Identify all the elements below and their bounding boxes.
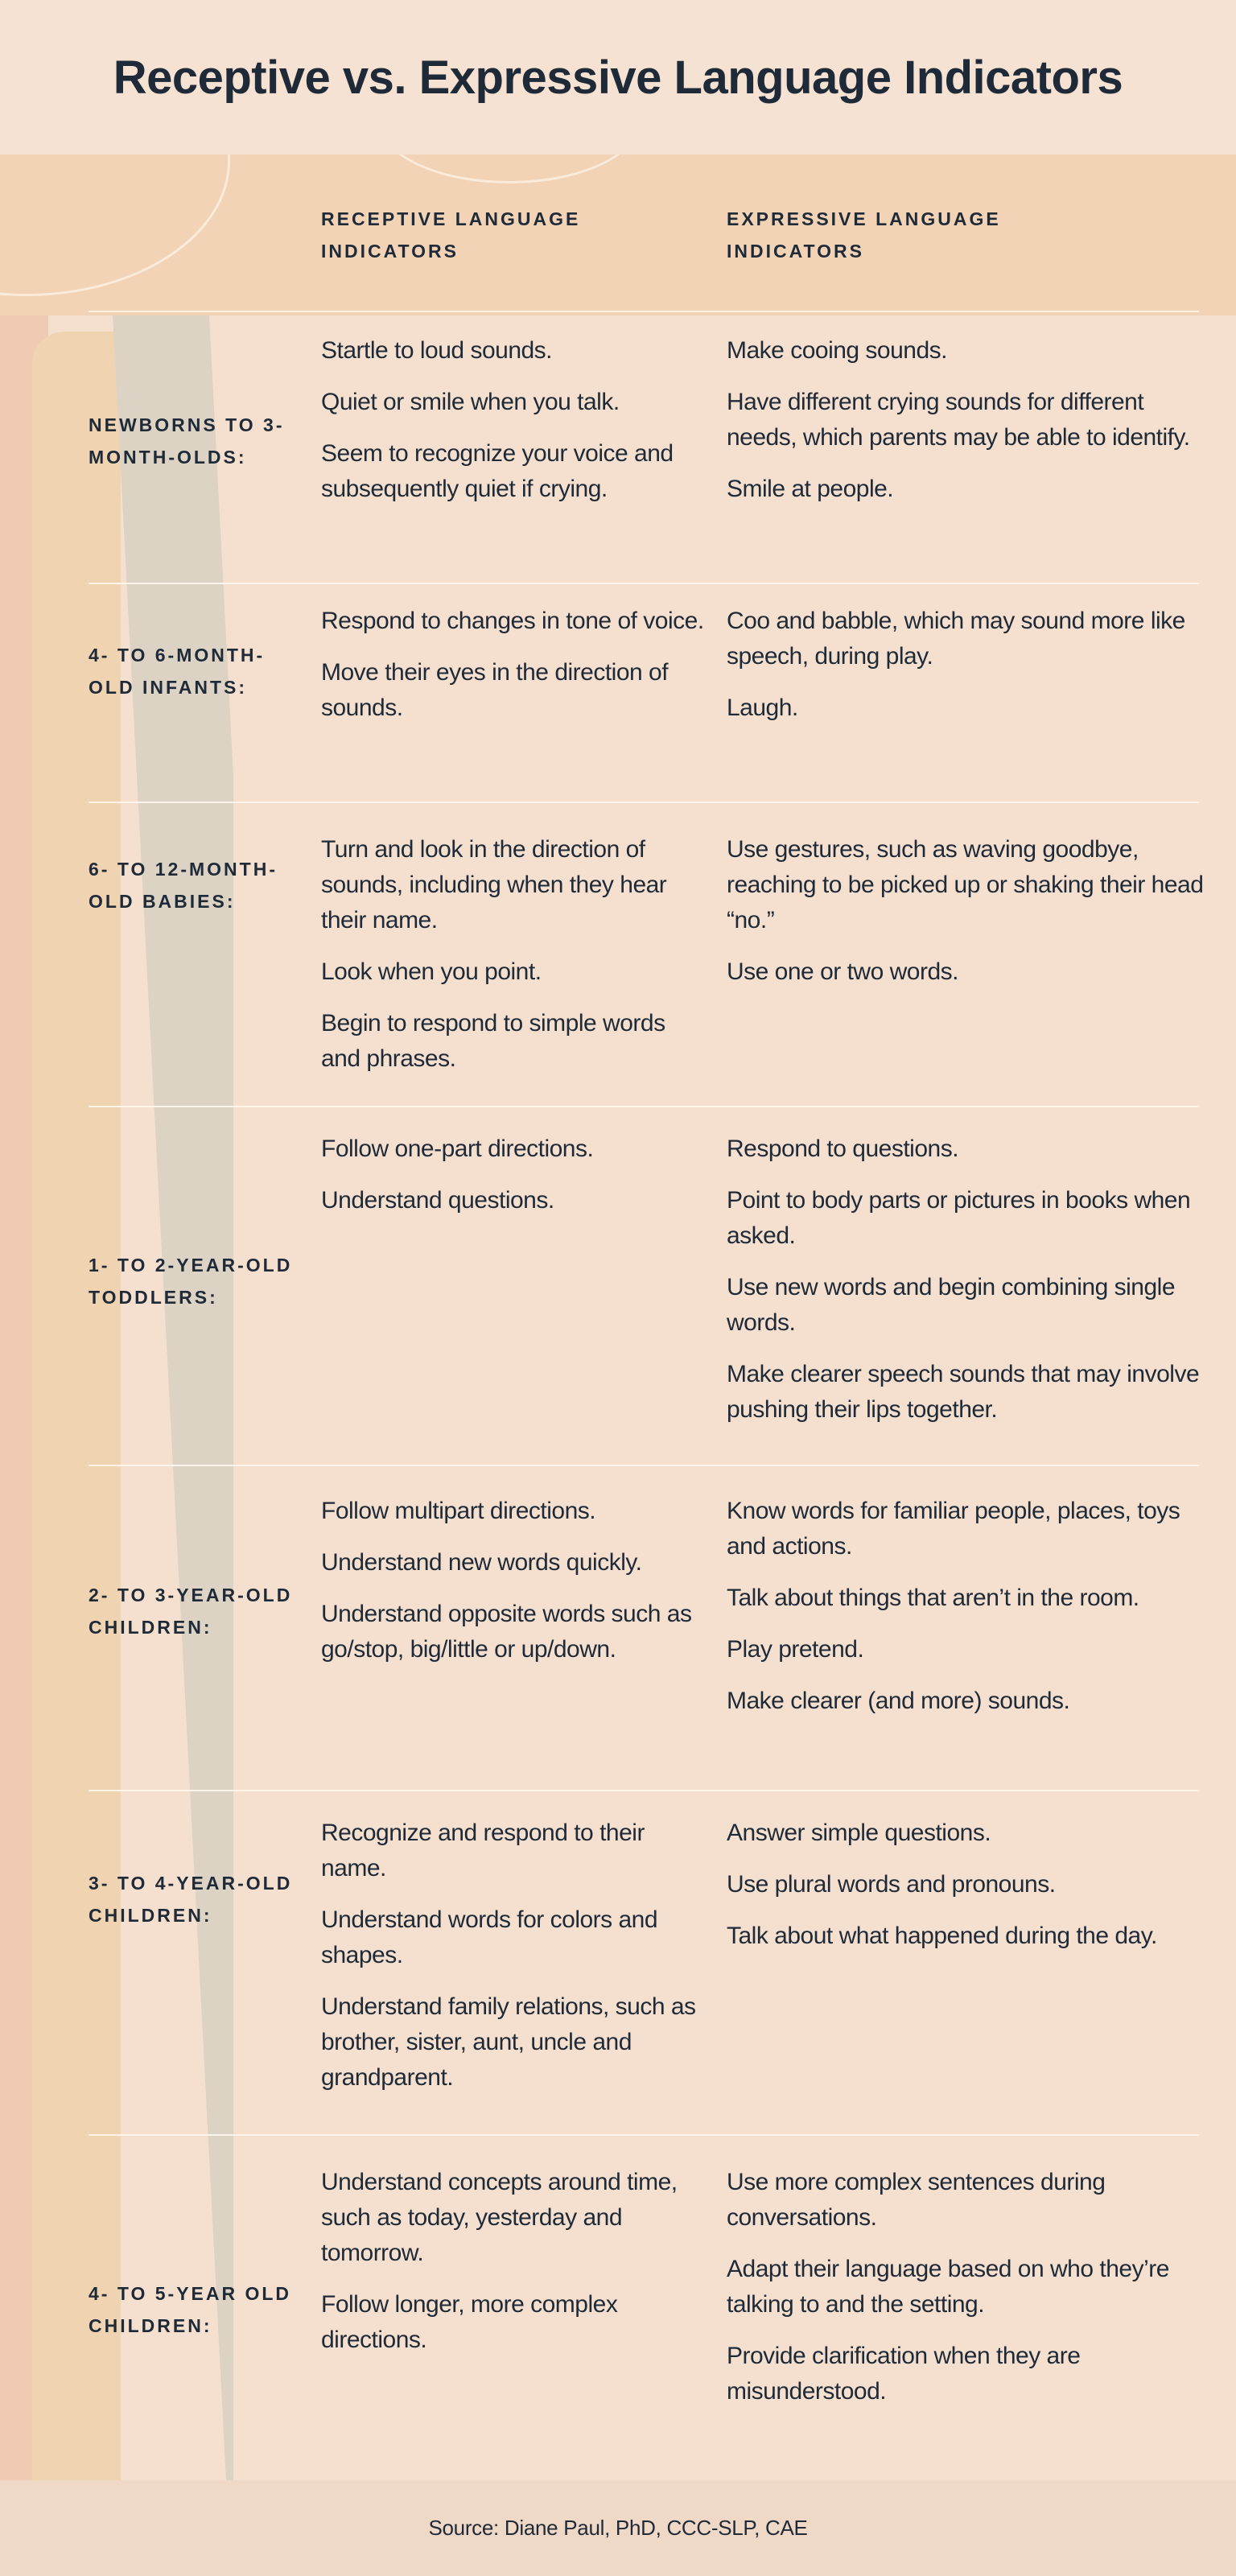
- receptive-item: Startle to loud sounds.: [321, 337, 553, 364]
- expressive-item: Coo and babble, which may sound more like speech, during play.: [727, 608, 1185, 670]
- expressive-item: Talk about what happened during the day.: [727, 1923, 1157, 1949]
- receptive-item: Understand questions.: [321, 1187, 554, 1214]
- table-row: [89, 2134, 1199, 2474]
- receptive-item: Understand concepts around time, such as today, yesterday and tomorrow.: [321, 2169, 678, 2266]
- age-label: 4- TO 6-MONTH-OLD INFANTS:: [89, 645, 266, 698]
- expressive-item: Point to body parts or pictures in books when asked.: [727, 1187, 1191, 1249]
- expressive-cell: [727, 1494, 1209, 1735]
- expressive-item: Make cooing sounds.: [727, 337, 948, 364]
- receptive-cell: [321, 604, 707, 742]
- expressive-item: Use one or two words.: [727, 958, 958, 985]
- expressive-item: Make clearer speech sounds that may involve pushing their lips together.: [727, 1361, 1200, 1423]
- age-label: 2- TO 3-YEAR-OLD CHILDREN:: [89, 1585, 293, 1638]
- expressive-item: Use plural words and pronouns.: [727, 1871, 1056, 1898]
- expressive-item: Answer simple questions.: [727, 1820, 991, 1846]
- expressive-item: Laugh.: [727, 694, 798, 721]
- receptive-cell: [321, 1131, 707, 1234]
- age-label: 6- TO 12-MONTH-OLD BABIES:: [89, 859, 278, 912]
- expressive-item: Respond to questions.: [727, 1136, 959, 1162]
- receptive-item: Follow multipart directions.: [321, 1498, 596, 1524]
- expressive-item: Adapt their language based on who they’re talking to and the setting.: [727, 2256, 1169, 2318]
- expressive-item: Provide clarification when they are misunderstood.: [727, 2343, 1081, 2405]
- age-label: 3- TO 4-YEAR-OLD CHILDREN:: [89, 1873, 293, 1926]
- expressive-item: Make clearer (and more) sounds.: [727, 1688, 1070, 1714]
- expressive-column-header: EXPRESSIVE LANGUAGE INDICATORS: [727, 208, 1001, 262]
- receptive-cell: [321, 1494, 707, 1684]
- table-row: [89, 1106, 1199, 1461]
- age-label: 1- TO 2-YEAR-OLD TODDLERS:: [89, 1255, 293, 1308]
- receptive-item: Follow longer, more complex directions.: [321, 2291, 618, 2353]
- age-label: NEWBORNS TO 3-MONTH-OLDS:: [89, 414, 285, 468]
- receptive-cell: [321, 832, 707, 1093]
- expressive-cell: [727, 832, 1209, 1006]
- expressive-cell: [727, 1816, 1209, 1970]
- receptive-column-header: RECEPTIVE LANGUAGE INDICATORS: [321, 208, 581, 262]
- expressive-item: Use gestures, such as waving goodbye, reaching to be picked up or shaking their head “no.”: [727, 836, 1204, 934]
- table-row: [89, 1465, 1199, 1785]
- receptive-cell: [321, 333, 707, 523]
- table-section: [0, 155, 1236, 2480]
- receptive-item: Understand words for colors and shapes.: [321, 1906, 658, 1968]
- receptive-item: Look when you point.: [321, 958, 542, 985]
- receptive-item: Understand family relations, such as brother, sister, aunt, uncle and grandparent.: [321, 1993, 696, 2091]
- expressive-item: Smile at people.: [727, 476, 894, 502]
- expressive-cell: [727, 2165, 1209, 2426]
- receptive-item: Recognize and respond to their name.: [321, 1820, 645, 1882]
- receptive-item: Begin to respond to simple words and phrases.: [321, 1010, 665, 1072]
- receptive-item: Seem to recognize your voice and subsequently quiet if crying.: [321, 440, 674, 502]
- receptive-item: Understand new words quickly.: [321, 1549, 642, 1576]
- header: [0, 0, 1236, 155]
- expressive-item: Play pretend.: [727, 1636, 864, 1663]
- receptive-item: Move their eyes in the direction of sounds.: [321, 659, 669, 721]
- receptive-item: Quiet or smile when you talk.: [321, 389, 620, 415]
- footer: [0, 2480, 1236, 2576]
- source-citation: Source: Diane Paul, PhD, CCC-SLP, CAE: [428, 2516, 808, 2540]
- receptive-cell: [321, 1816, 707, 2112]
- receptive-item: Understand opposite words such as go/stop, big/little or up/down.: [321, 1601, 692, 1663]
- expressive-cell: [727, 1131, 1209, 1444]
- expressive-cell: [727, 333, 1209, 523]
- page-title: Receptive vs. Expressive Language Indicators: [113, 51, 1123, 104]
- table-row: [89, 311, 1199, 581]
- expressive-item: Use new words and begin combining single words.: [727, 1274, 1176, 1336]
- table-row: [89, 1790, 1199, 2133]
- receptive-item: Turn and look in the direction of sounds, including when they hear their name.: [321, 836, 667, 934]
- age-label: 4- TO 5-YEAR OLD CHILDREN:: [89, 2283, 292, 2336]
- table-row: [89, 802, 1204, 1109]
- receptive-item: Respond to changes in tone of voice.: [321, 608, 704, 634]
- expressive-item: Know words for familiar people, places, toys and actions.: [727, 1498, 1180, 1560]
- expressive-item: Talk about things that aren’t in the room.: [727, 1585, 1139, 1611]
- expressive-item: Use more complex sentences during conversations.: [727, 2169, 1106, 2231]
- receptive-cell: [321, 2165, 707, 2374]
- receptive-item: Follow one-part directions.: [321, 1136, 594, 1162]
- expressive-item: Have different crying sounds for different needs, which parents may be able to identify.: [727, 389, 1190, 451]
- expressive-cell: [727, 604, 1209, 742]
- table-row: [89, 583, 1199, 800]
